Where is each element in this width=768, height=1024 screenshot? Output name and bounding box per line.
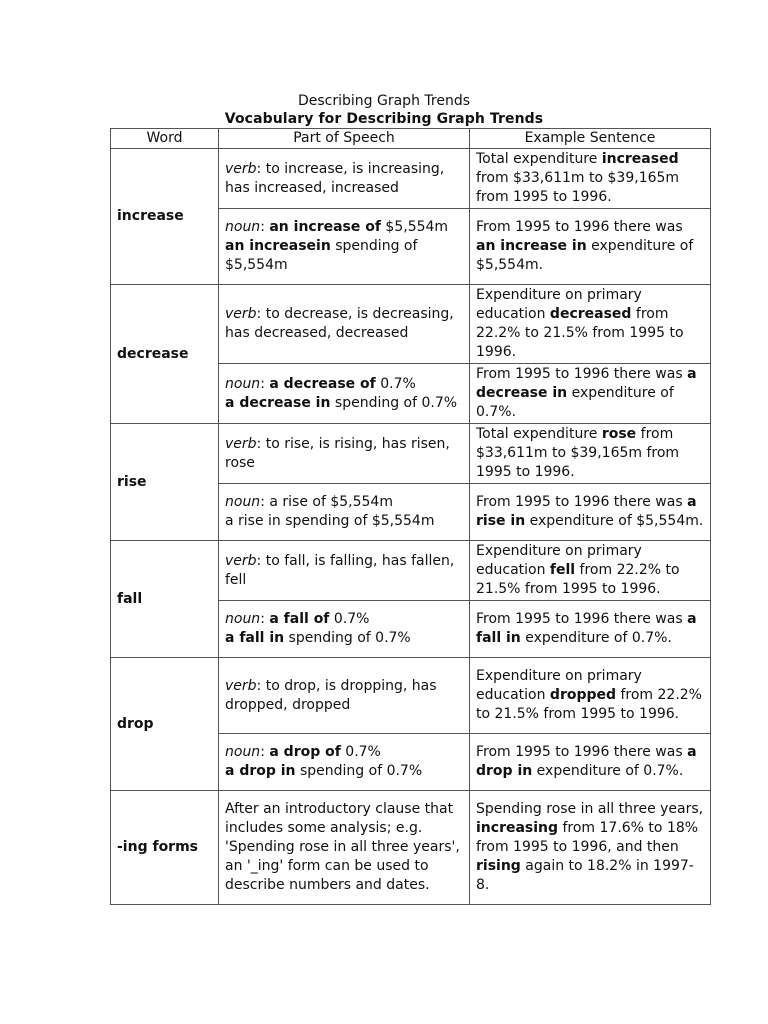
text-run: from 22.2% to 21.5% from 1995 to 1996. (476, 687, 702, 722)
text-run: : (260, 611, 270, 627)
word-cell (111, 424, 219, 541)
verb-label: verb (225, 435, 257, 452)
text-run: expenditure of $5,554m. (525, 513, 704, 529)
table-header-row (111, 129, 711, 149)
bold-phrase: a decrease in (476, 366, 697, 401)
table-row (111, 285, 711, 364)
verb-definition-cell (219, 285, 470, 364)
header-example-sentence: Example Sentence (470, 129, 711, 149)
bold-phrase: an increasein (225, 238, 331, 254)
text-run: spending of 0.7% (295, 763, 423, 779)
vocabulary-table (110, 128, 711, 905)
text-run: Spending rose in all three years, (476, 801, 704, 817)
document-subtitle: Vocabulary for Describing Graph Trends (224, 111, 544, 127)
text-run: : (260, 219, 270, 235)
noun-label: noun (225, 219, 261, 235)
text-run: From 1995 to 1996 there was (476, 744, 688, 760)
noun-label: noun (225, 375, 261, 392)
word-label: decrease (117, 345, 189, 362)
text-run: from $33,611m to $39,165m from 1995 to 1996. (476, 426, 680, 480)
text-run: : (260, 744, 270, 760)
verb-label: verb (225, 552, 257, 569)
verb-definition-cell (219, 541, 470, 601)
word-cell (111, 658, 219, 791)
noun-definition-cell (219, 364, 470, 424)
bold-phrase: a fall of (269, 611, 330, 627)
text-run: again to 18.2% in 1997-8. (476, 858, 694, 893)
bold-phrase: an increase in (476, 238, 587, 254)
bold-phrase: a drop in (476, 744, 697, 779)
noun-definition-cell (219, 484, 470, 541)
verb-label: verb (225, 677, 257, 694)
word-cell (111, 541, 219, 658)
noun-definition-cell (219, 601, 470, 658)
bold-phrase: rose (601, 426, 637, 442)
bold-phrase: a decrease of (269, 375, 376, 392)
bold-phrase: a fall in (476, 611, 697, 646)
bold-phrase: a fall in (225, 630, 285, 646)
text-run: expenditure of 0.7%. (532, 763, 684, 779)
bold-phrase: increased (601, 151, 679, 167)
word-label: -ing forms (117, 839, 199, 855)
word-cell (111, 149, 219, 285)
verb-example-cell (470, 658, 711, 734)
text-run: spending of $5,554m (225, 238, 418, 273)
text-run: : (260, 375, 270, 392)
text-run: $5,554m (380, 219, 449, 235)
bold-phrase: a rise in (476, 494, 697, 529)
noun-example-cell (470, 734, 711, 791)
noun-definition-cell (219, 209, 470, 285)
text-run: Expenditure on primary education (476, 668, 642, 703)
verb-label: verb (225, 160, 257, 177)
header-word: Word (111, 129, 219, 149)
text-run: from 17.6% to 18% from 1995 to 1996, and then (476, 820, 699, 855)
word-cell (111, 791, 219, 905)
bold-phrase: a decrease in (225, 394, 331, 411)
table-row (111, 658, 711, 734)
table-row (111, 424, 711, 484)
text-run: 0.7% (329, 611, 370, 627)
verb-example-cell (470, 285, 711, 364)
bold-phrase: decreased (549, 306, 632, 322)
verb-example-cell (470, 541, 711, 601)
text-run: from 22.2% to 21.5% from 1995 to 1996. (476, 562, 680, 597)
text-run: expenditure of 0.7%. (520, 630, 672, 646)
text-run: 0.7% (375, 375, 416, 392)
text-run: from 22.2% to 21.5% from 1995 to 1996. (476, 306, 684, 360)
verb-definition-cell (219, 424, 470, 484)
verb-definition-cell (219, 658, 470, 734)
bold-phrase: a drop of (269, 744, 341, 760)
text-run: expenditure of 0.7%. (476, 385, 674, 420)
noun-example-cell (470, 209, 711, 285)
verb-forms: : to increase, is increasing, has increased, increased (225, 160, 445, 196)
table-row (111, 791, 711, 905)
bold-phrase: an increase of (269, 219, 381, 235)
verb-forms: : to drop, is dropping, has dropped, dropped (225, 677, 437, 713)
text-run: From 1995 to 1996 there was (476, 494, 688, 510)
verb-forms: : to fall, is falling, has fallen, fell (225, 552, 455, 588)
noun-label: noun (225, 494, 261, 510)
text-run: 0.7% (340, 744, 381, 760)
noun-example-cell (470, 364, 711, 424)
text-run: expenditure of $5,554m. (476, 238, 694, 273)
verb-label: verb (225, 306, 257, 322)
text-run: : a rise of $5,554m (260, 494, 393, 510)
bold-phrase: rising (476, 858, 521, 874)
noun-example-cell (470, 601, 711, 658)
text-run: From 1995 to 1996 there was (476, 611, 688, 627)
word-label: drop (117, 715, 154, 732)
verb-forms: : to decrease, is decreasing, has decreased, decreased (225, 306, 454, 341)
noun-label: noun (225, 611, 261, 627)
text-run: Expenditure on primary education (476, 287, 642, 322)
ing-definition-cell: After an introductory clause that includes some analysis; e.g. 'Spending rose in all three years', an '_ing' form can be used to describe numbers and dates. (219, 791, 470, 905)
table-row (111, 541, 711, 601)
text-run: Total expenditure (476, 151, 602, 167)
table-body (111, 149, 711, 905)
ing-example-cell (470, 791, 711, 905)
text-run: From 1995 to 1996 there was (476, 366, 688, 382)
verb-forms: : to rise, is rising, has risen, rose (225, 435, 450, 471)
noun-label: noun (225, 744, 261, 760)
document-title: Describing Graph Trends (297, 93, 471, 109)
noun-definition-cell (219, 734, 470, 791)
word-label: fall (117, 590, 143, 607)
bold-phrase: a drop in (225, 763, 296, 779)
word-label: increase (117, 208, 184, 224)
word-label: rise (117, 473, 147, 490)
table-row (111, 149, 711, 209)
text-run: spending of 0.7% (330, 394, 458, 411)
text-run: a rise in spending of $5,554m (225, 513, 435, 529)
bold-phrase: increasing (476, 820, 559, 836)
header-part-of-speech: Part of Speech (219, 129, 470, 149)
noun-example-cell (470, 484, 711, 541)
verb-example-cell (470, 424, 711, 484)
text-run: Total expenditure (476, 426, 602, 442)
bold-phrase: fell (549, 562, 576, 578)
word-cell (111, 285, 219, 424)
verb-example-cell (470, 149, 711, 209)
text-run: From 1995 to 1996 there was (476, 219, 683, 235)
verb-definition-cell (219, 149, 470, 209)
text-run: from $33,611m to $39,165m from 1995 to 1996. (476, 170, 680, 205)
text-run: Expenditure on primary education (476, 543, 642, 578)
text-run: spending of 0.7% (284, 630, 411, 646)
bold-phrase: dropped (549, 687, 617, 703)
